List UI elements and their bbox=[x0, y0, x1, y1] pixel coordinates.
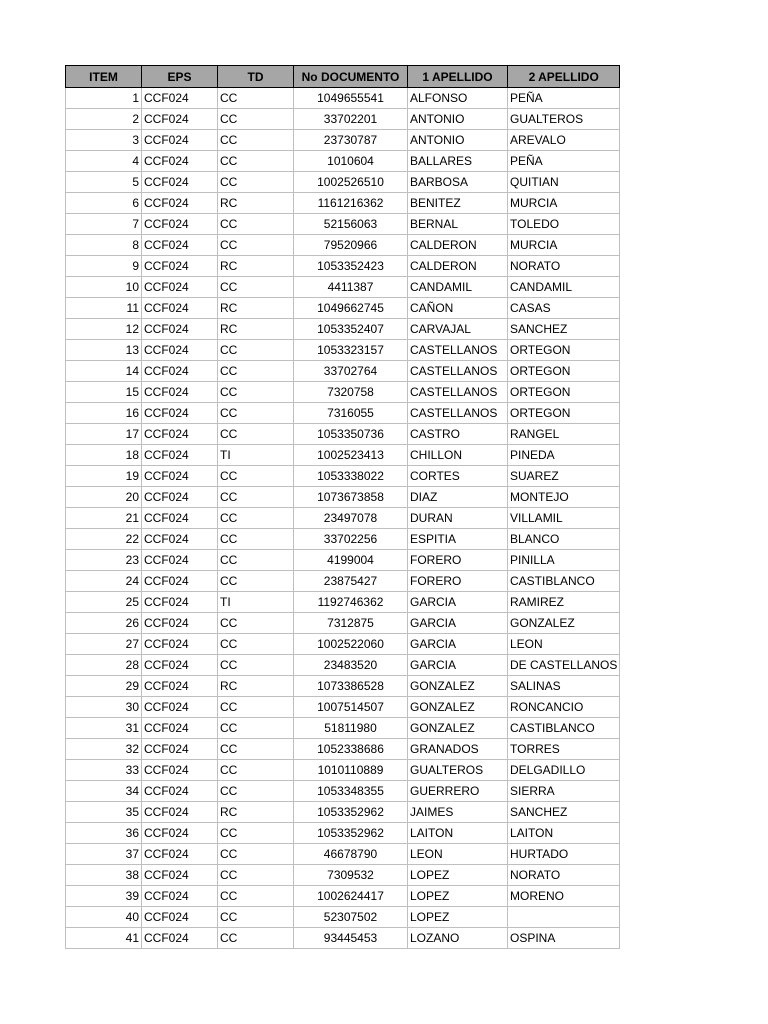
cell-apellido-1: ALFONSO bbox=[408, 88, 508, 109]
cell-documento: 1053348355 bbox=[294, 781, 408, 802]
cell-eps: CCF024 bbox=[142, 88, 218, 109]
cell-documento: 51811980 bbox=[294, 718, 408, 739]
cell-item: 32 bbox=[66, 739, 142, 760]
table-row bbox=[66, 298, 620, 319]
table-row bbox=[66, 739, 620, 760]
table-row bbox=[66, 277, 620, 298]
cell-apellido-2: RAMIREZ bbox=[508, 592, 620, 613]
cell-item: 22 bbox=[66, 529, 142, 550]
cell-apellido-2: RONCANCIO bbox=[508, 697, 620, 718]
cell-apellido-2: QUITIAN bbox=[508, 172, 620, 193]
cell-documento: 93445453 bbox=[294, 928, 408, 949]
cell-apellido-2: GUALTEROS bbox=[508, 109, 620, 130]
table-row bbox=[66, 823, 620, 844]
cell-eps: CCF024 bbox=[142, 235, 218, 256]
header-apellido-2: 2 APELLIDO bbox=[508, 66, 620, 88]
cell-apellido-1: ESPITIA bbox=[408, 529, 508, 550]
cell-documento: 23875427 bbox=[294, 571, 408, 592]
header-eps: EPS bbox=[142, 66, 218, 88]
cell-td: CC bbox=[218, 88, 294, 109]
table-body bbox=[66, 88, 620, 949]
cell-item: 20 bbox=[66, 487, 142, 508]
cell-documento: 1049655541 bbox=[294, 88, 408, 109]
cell-apellido-2 bbox=[508, 907, 620, 928]
cell-eps: CCF024 bbox=[142, 256, 218, 277]
cell-td: CC bbox=[218, 382, 294, 403]
cell-apellido-1: CASTELLANOS bbox=[408, 340, 508, 361]
table-header bbox=[66, 66, 620, 88]
cell-documento: 1053323157 bbox=[294, 340, 408, 361]
table-row bbox=[66, 88, 620, 109]
cell-td: RC bbox=[218, 802, 294, 823]
cell-item: 26 bbox=[66, 613, 142, 634]
cell-apellido-2: BLANCO bbox=[508, 529, 620, 550]
cell-eps: CCF024 bbox=[142, 907, 218, 928]
cell-eps: CCF024 bbox=[142, 592, 218, 613]
cell-item: 29 bbox=[66, 676, 142, 697]
header-item: ITEM bbox=[66, 66, 142, 88]
table-row bbox=[66, 382, 620, 403]
cell-eps: CCF024 bbox=[142, 676, 218, 697]
cell-td: CC bbox=[218, 361, 294, 382]
cell-td: CC bbox=[218, 214, 294, 235]
cell-apellido-2: MURCIA bbox=[508, 193, 620, 214]
cell-eps: CCF024 bbox=[142, 319, 218, 340]
cell-eps: CCF024 bbox=[142, 739, 218, 760]
cell-td: CC bbox=[218, 928, 294, 949]
cell-documento: 79520966 bbox=[294, 235, 408, 256]
cell-apellido-1: BARBOSA bbox=[408, 172, 508, 193]
cell-apellido-2: ORTEGON bbox=[508, 382, 620, 403]
cell-td: CC bbox=[218, 739, 294, 760]
cell-apellido-1: CASTELLANOS bbox=[408, 382, 508, 403]
cell-item: 36 bbox=[66, 823, 142, 844]
cell-item: 5 bbox=[66, 172, 142, 193]
cell-documento: 33702764 bbox=[294, 361, 408, 382]
cell-eps: CCF024 bbox=[142, 361, 218, 382]
cell-apellido-2: ORTEGON bbox=[508, 403, 620, 424]
cell-apellido-2: MURCIA bbox=[508, 235, 620, 256]
cell-apellido-1: BENITEZ bbox=[408, 193, 508, 214]
cell-documento: 1053352423 bbox=[294, 256, 408, 277]
cell-eps: CCF024 bbox=[142, 193, 218, 214]
table-row bbox=[66, 928, 620, 949]
cell-eps: CCF024 bbox=[142, 487, 218, 508]
cell-td: RC bbox=[218, 319, 294, 340]
cell-td: CC bbox=[218, 823, 294, 844]
cell-documento: 4199004 bbox=[294, 550, 408, 571]
cell-documento: 7320758 bbox=[294, 382, 408, 403]
cell-documento: 52156063 bbox=[294, 214, 408, 235]
cell-apellido-1: CALDERON bbox=[408, 256, 508, 277]
cell-documento: 23497078 bbox=[294, 508, 408, 529]
table-row bbox=[66, 445, 620, 466]
cell-documento: 7309532 bbox=[294, 865, 408, 886]
table-row bbox=[66, 109, 620, 130]
cell-td: RC bbox=[218, 298, 294, 319]
cell-eps: CCF024 bbox=[142, 802, 218, 823]
table-row bbox=[66, 529, 620, 550]
cell-apellido-2: RANGEL bbox=[508, 424, 620, 445]
cell-apellido-2: ORTEGON bbox=[508, 361, 620, 382]
cell-apellido-1: GUERRERO bbox=[408, 781, 508, 802]
cell-item: 39 bbox=[66, 886, 142, 907]
cell-td: CC bbox=[218, 907, 294, 928]
table-row bbox=[66, 655, 620, 676]
cell-item: 38 bbox=[66, 865, 142, 886]
cell-apellido-1: ANTONIO bbox=[408, 109, 508, 130]
cell-eps: CCF024 bbox=[142, 865, 218, 886]
table-row bbox=[66, 760, 620, 781]
cell-item: 30 bbox=[66, 697, 142, 718]
table-row bbox=[66, 214, 620, 235]
cell-td: CC bbox=[218, 130, 294, 151]
cell-apellido-1: GARCIA bbox=[408, 613, 508, 634]
cell-item: 41 bbox=[66, 928, 142, 949]
cell-td: CC bbox=[218, 403, 294, 424]
table-row bbox=[66, 718, 620, 739]
cell-apellido-1: DIAZ bbox=[408, 487, 508, 508]
table-row bbox=[66, 172, 620, 193]
cell-apellido-1: JAIMES bbox=[408, 802, 508, 823]
table-row bbox=[66, 781, 620, 802]
table-row bbox=[66, 634, 620, 655]
cell-documento: 1053352407 bbox=[294, 319, 408, 340]
cell-eps: CCF024 bbox=[142, 718, 218, 739]
cell-item: 7 bbox=[66, 214, 142, 235]
cell-eps: CCF024 bbox=[142, 781, 218, 802]
cell-apellido-1: LAITON bbox=[408, 823, 508, 844]
cell-eps: CCF024 bbox=[142, 130, 218, 151]
cell-apellido-2: DE CASTELLANOS bbox=[508, 655, 620, 676]
cell-apellido-2: SUAREZ bbox=[508, 466, 620, 487]
cell-eps: CCF024 bbox=[142, 298, 218, 319]
cell-apellido-1: CAÑON bbox=[408, 298, 508, 319]
cell-item: 9 bbox=[66, 256, 142, 277]
cell-apellido-2: NORATO bbox=[508, 865, 620, 886]
cell-apellido-2: LAITON bbox=[508, 823, 620, 844]
table-row bbox=[66, 403, 620, 424]
cell-item: 28 bbox=[66, 655, 142, 676]
cell-td: CC bbox=[218, 697, 294, 718]
cell-documento: 1053352962 bbox=[294, 802, 408, 823]
cell-item: 14 bbox=[66, 361, 142, 382]
cell-item: 35 bbox=[66, 802, 142, 823]
cell-documento: 1002526510 bbox=[294, 172, 408, 193]
data-table bbox=[65, 65, 620, 949]
cell-documento: 1053338022 bbox=[294, 466, 408, 487]
table-row bbox=[66, 697, 620, 718]
cell-td: CC bbox=[218, 865, 294, 886]
cell-item: 23 bbox=[66, 550, 142, 571]
cell-eps: CCF024 bbox=[142, 655, 218, 676]
cell-apellido-2: SANCHEZ bbox=[508, 802, 620, 823]
cell-documento: 23730787 bbox=[294, 130, 408, 151]
cell-eps: CCF024 bbox=[142, 424, 218, 445]
cell-documento: 1192746362 bbox=[294, 592, 408, 613]
header-documento: No DOCUMENTO bbox=[294, 66, 408, 88]
cell-apellido-1: LOZANO bbox=[408, 928, 508, 949]
cell-apellido-2: SIERRA bbox=[508, 781, 620, 802]
table-row bbox=[66, 844, 620, 865]
header-row bbox=[66, 66, 620, 88]
table-row bbox=[66, 613, 620, 634]
cell-eps: CCF024 bbox=[142, 928, 218, 949]
cell-td: CC bbox=[218, 466, 294, 487]
cell-apellido-1: GARCIA bbox=[408, 592, 508, 613]
header-apellido-1: 1 APELLIDO bbox=[408, 66, 508, 88]
cell-eps: CCF024 bbox=[142, 382, 218, 403]
cell-item: 40 bbox=[66, 907, 142, 928]
table-row bbox=[66, 592, 620, 613]
cell-eps: CCF024 bbox=[142, 403, 218, 424]
cell-item: 31 bbox=[66, 718, 142, 739]
spreadsheet bbox=[65, 65, 620, 949]
cell-td: CC bbox=[218, 235, 294, 256]
table-row bbox=[66, 235, 620, 256]
cell-apellido-2: LEON bbox=[508, 634, 620, 655]
cell-td: CC bbox=[218, 781, 294, 802]
table-row bbox=[66, 550, 620, 571]
cell-eps: CCF024 bbox=[142, 214, 218, 235]
cell-apellido-1: GONZALEZ bbox=[408, 676, 508, 697]
table-row bbox=[66, 424, 620, 445]
cell-item: 27 bbox=[66, 634, 142, 655]
cell-apellido-2: PINILLA bbox=[508, 550, 620, 571]
cell-eps: CCF024 bbox=[142, 613, 218, 634]
cell-td: CC bbox=[218, 886, 294, 907]
cell-td: RC bbox=[218, 193, 294, 214]
cell-eps: CCF024 bbox=[142, 508, 218, 529]
cell-apellido-2: GONZALEZ bbox=[508, 613, 620, 634]
cell-eps: CCF024 bbox=[142, 466, 218, 487]
cell-apellido-2: CANDAMIL bbox=[508, 277, 620, 298]
cell-apellido-2: PINEDA bbox=[508, 445, 620, 466]
cell-td: CC bbox=[218, 550, 294, 571]
cell-apellido-2: AREVALO bbox=[508, 130, 620, 151]
cell-td: CC bbox=[218, 277, 294, 298]
cell-eps: CCF024 bbox=[142, 172, 218, 193]
cell-apellido-1: GONZALEZ bbox=[408, 697, 508, 718]
cell-apellido-2: OSPINA bbox=[508, 928, 620, 949]
table-row bbox=[66, 319, 620, 340]
cell-td: CC bbox=[218, 844, 294, 865]
cell-eps: CCF024 bbox=[142, 760, 218, 781]
cell-td: CC bbox=[218, 571, 294, 592]
cell-td: TI bbox=[218, 445, 294, 466]
cell-apellido-2: HURTADO bbox=[508, 844, 620, 865]
cell-td: CC bbox=[218, 424, 294, 445]
cell-documento: 7312875 bbox=[294, 613, 408, 634]
cell-eps: CCF024 bbox=[142, 886, 218, 907]
cell-apellido-1: LOPEZ bbox=[408, 886, 508, 907]
cell-documento: 1049662745 bbox=[294, 298, 408, 319]
table-row bbox=[66, 130, 620, 151]
cell-apellido-1: GRANADOS bbox=[408, 739, 508, 760]
cell-apellido-1: FORERO bbox=[408, 550, 508, 571]
cell-apellido-1: GARCIA bbox=[408, 634, 508, 655]
cell-td: CC bbox=[218, 760, 294, 781]
cell-item: 17 bbox=[66, 424, 142, 445]
table-row bbox=[66, 340, 620, 361]
cell-item: 16 bbox=[66, 403, 142, 424]
table-row bbox=[66, 151, 620, 172]
cell-item: 25 bbox=[66, 592, 142, 613]
cell-apellido-1: CASTELLANOS bbox=[408, 361, 508, 382]
cell-apellido-2: TOLEDO bbox=[508, 214, 620, 235]
cell-eps: CCF024 bbox=[142, 634, 218, 655]
cell-apellido-1: CARVAJAL bbox=[408, 319, 508, 340]
cell-item: 19 bbox=[66, 466, 142, 487]
cell-apellido-1: CALDERON bbox=[408, 235, 508, 256]
cell-apellido-1: CHILLON bbox=[408, 445, 508, 466]
cell-documento: 7316055 bbox=[294, 403, 408, 424]
cell-apellido-2: PEÑA bbox=[508, 151, 620, 172]
cell-documento: 46678790 bbox=[294, 844, 408, 865]
cell-documento: 1053350736 bbox=[294, 424, 408, 445]
cell-apellido-2: CASTIBLANCO bbox=[508, 718, 620, 739]
cell-td: CC bbox=[218, 613, 294, 634]
table-row bbox=[66, 508, 620, 529]
cell-apellido-1: BERNAL bbox=[408, 214, 508, 235]
cell-eps: CCF024 bbox=[142, 151, 218, 172]
cell-apellido-1: ANTONIO bbox=[408, 130, 508, 151]
table-row bbox=[66, 361, 620, 382]
cell-item: 15 bbox=[66, 382, 142, 403]
cell-documento: 1010110889 bbox=[294, 760, 408, 781]
cell-apellido-2: MONTEJO bbox=[508, 487, 620, 508]
cell-item: 2 bbox=[66, 109, 142, 130]
cell-documento: 33702256 bbox=[294, 529, 408, 550]
cell-item: 1 bbox=[66, 88, 142, 109]
cell-td: CC bbox=[218, 151, 294, 172]
cell-td: CC bbox=[218, 109, 294, 130]
header-td: TD bbox=[218, 66, 294, 88]
cell-eps: CCF024 bbox=[142, 277, 218, 298]
cell-apellido-1: GONZALEZ bbox=[408, 718, 508, 739]
cell-td: RC bbox=[218, 676, 294, 697]
cell-documento: 1010604 bbox=[294, 151, 408, 172]
cell-documento: 1052338686 bbox=[294, 739, 408, 760]
cell-item: 6 bbox=[66, 193, 142, 214]
cell-apellido-1: LEON bbox=[408, 844, 508, 865]
table-row bbox=[66, 907, 620, 928]
cell-apellido-2: ORTEGON bbox=[508, 340, 620, 361]
cell-eps: CCF024 bbox=[142, 697, 218, 718]
cell-eps: CCF024 bbox=[142, 340, 218, 361]
cell-apellido-1: GUALTEROS bbox=[408, 760, 508, 781]
cell-eps: CCF024 bbox=[142, 571, 218, 592]
cell-apellido-2: DELGADILLO bbox=[508, 760, 620, 781]
cell-item: 3 bbox=[66, 130, 142, 151]
cell-eps: CCF024 bbox=[142, 550, 218, 571]
cell-apellido-1: CANDAMIL bbox=[408, 277, 508, 298]
cell-apellido-1: LOPEZ bbox=[408, 907, 508, 928]
cell-td: CC bbox=[218, 340, 294, 361]
cell-eps: CCF024 bbox=[142, 844, 218, 865]
table-row bbox=[66, 466, 620, 487]
cell-td: RC bbox=[218, 256, 294, 277]
table-row bbox=[66, 256, 620, 277]
cell-documento: 1073673858 bbox=[294, 487, 408, 508]
cell-documento: 1002624417 bbox=[294, 886, 408, 907]
cell-td: CC bbox=[218, 529, 294, 550]
cell-eps: CCF024 bbox=[142, 823, 218, 844]
cell-apellido-2: CASTIBLANCO bbox=[508, 571, 620, 592]
cell-item: 13 bbox=[66, 340, 142, 361]
cell-td: CC bbox=[218, 172, 294, 193]
cell-item: 4 bbox=[66, 151, 142, 172]
cell-apellido-2: TORRES bbox=[508, 739, 620, 760]
cell-item: 18 bbox=[66, 445, 142, 466]
cell-documento: 1002522060 bbox=[294, 634, 408, 655]
cell-td: CC bbox=[218, 508, 294, 529]
cell-td: CC bbox=[218, 487, 294, 508]
cell-documento: 4411387 bbox=[294, 277, 408, 298]
cell-item: 10 bbox=[66, 277, 142, 298]
table-row bbox=[66, 865, 620, 886]
cell-documento: 52307502 bbox=[294, 907, 408, 928]
cell-td: CC bbox=[218, 655, 294, 676]
cell-eps: CCF024 bbox=[142, 445, 218, 466]
cell-apellido-2: SALINAS bbox=[508, 676, 620, 697]
cell-apellido-1: DURAN bbox=[408, 508, 508, 529]
cell-td: CC bbox=[218, 634, 294, 655]
cell-documento: 1007514507 bbox=[294, 697, 408, 718]
cell-apellido-1: LOPEZ bbox=[408, 865, 508, 886]
cell-documento: 1053352962 bbox=[294, 823, 408, 844]
cell-apellido-1: BALLARES bbox=[408, 151, 508, 172]
table-row bbox=[66, 487, 620, 508]
cell-apellido-1: GARCIA bbox=[408, 655, 508, 676]
cell-apellido-1: CASTRO bbox=[408, 424, 508, 445]
cell-apellido-2: CASAS bbox=[508, 298, 620, 319]
cell-eps: CCF024 bbox=[142, 109, 218, 130]
table-row bbox=[66, 571, 620, 592]
cell-td: TI bbox=[218, 592, 294, 613]
cell-apellido-1: CASTELLANOS bbox=[408, 403, 508, 424]
cell-apellido-2: SANCHEZ bbox=[508, 319, 620, 340]
table-row bbox=[66, 193, 620, 214]
cell-documento: 1161216362 bbox=[294, 193, 408, 214]
cell-eps: CCF024 bbox=[142, 529, 218, 550]
cell-apellido-1: CORTES bbox=[408, 466, 508, 487]
table-row bbox=[66, 886, 620, 907]
cell-apellido-2: VILLAMIL bbox=[508, 508, 620, 529]
cell-apellido-2: PEÑA bbox=[508, 88, 620, 109]
cell-td: CC bbox=[218, 718, 294, 739]
cell-item: 8 bbox=[66, 235, 142, 256]
cell-documento: 1073386528 bbox=[294, 676, 408, 697]
cell-documento: 33702201 bbox=[294, 109, 408, 130]
table-row bbox=[66, 676, 620, 697]
cell-item: 34 bbox=[66, 781, 142, 802]
cell-documento: 1002523413 bbox=[294, 445, 408, 466]
cell-item: 24 bbox=[66, 571, 142, 592]
cell-apellido-2: NORATO bbox=[508, 256, 620, 277]
cell-item: 33 bbox=[66, 760, 142, 781]
cell-item: 37 bbox=[66, 844, 142, 865]
cell-documento: 23483520 bbox=[294, 655, 408, 676]
cell-apellido-2: MORENO bbox=[508, 886, 620, 907]
cell-apellido-1: FORERO bbox=[408, 571, 508, 592]
cell-item: 12 bbox=[66, 319, 142, 340]
cell-item: 11 bbox=[66, 298, 142, 319]
table-row bbox=[66, 802, 620, 823]
cell-item: 21 bbox=[66, 508, 142, 529]
